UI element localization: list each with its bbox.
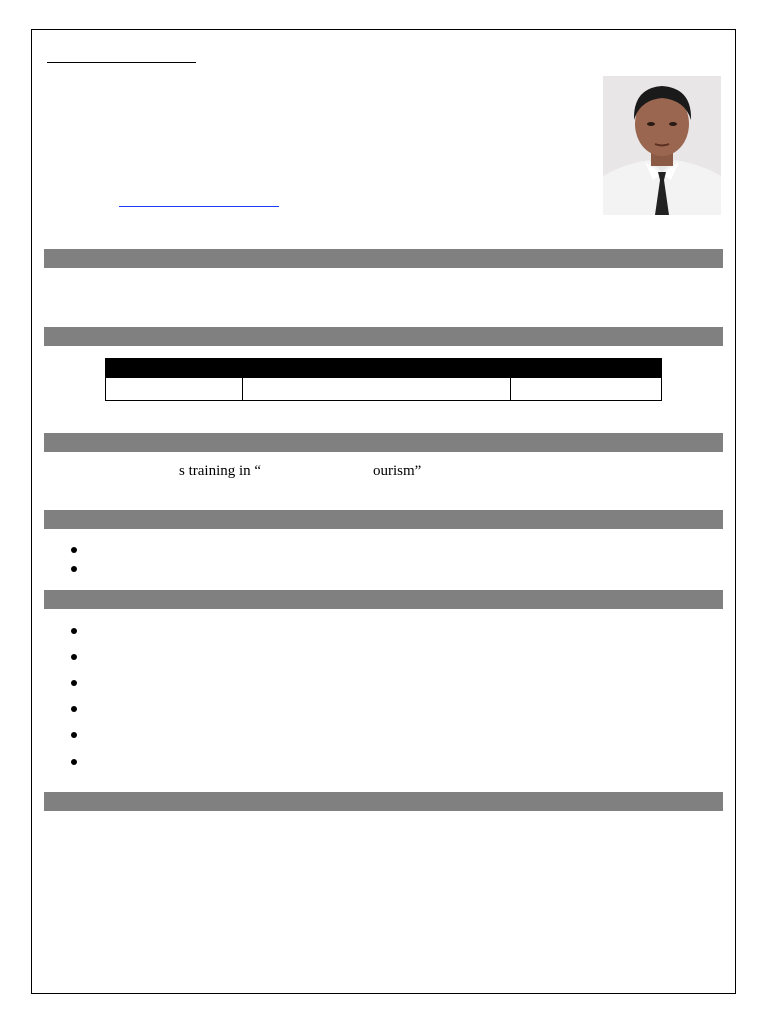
table-header-cell [106,359,243,378]
table-cell [510,378,661,401]
list-item-bullet [71,547,77,553]
profile-photo [603,76,721,215]
list-item-bullet [71,566,77,572]
list-item-bullet [71,759,77,765]
training-text-fragment: ourism” [373,463,422,479]
list-item-bullet [71,628,77,634]
table-header-cell [510,359,661,378]
table-cell [106,378,243,401]
training-text-fragment: s training in “ [179,463,262,479]
education-table [105,358,662,401]
candidate-name-underline [47,62,196,63]
section-bar-languages [44,510,723,529]
section-bar-objective [44,249,723,268]
list-item-bullet [71,706,77,712]
table-row [106,378,662,401]
email-link[interactable] [119,206,279,207]
section-bar-training [44,433,723,452]
list-item-bullet [71,680,77,686]
table-header-row [106,359,662,378]
table-header-cell [242,359,510,378]
section-bar-skills [44,590,723,609]
list-item-bullet [71,654,77,660]
list-item-bullet [71,732,77,738]
table-cell [242,378,510,401]
section-bar-education [44,327,723,346]
section-bar-personal [44,792,723,811]
profile-photo-icon [603,76,721,215]
